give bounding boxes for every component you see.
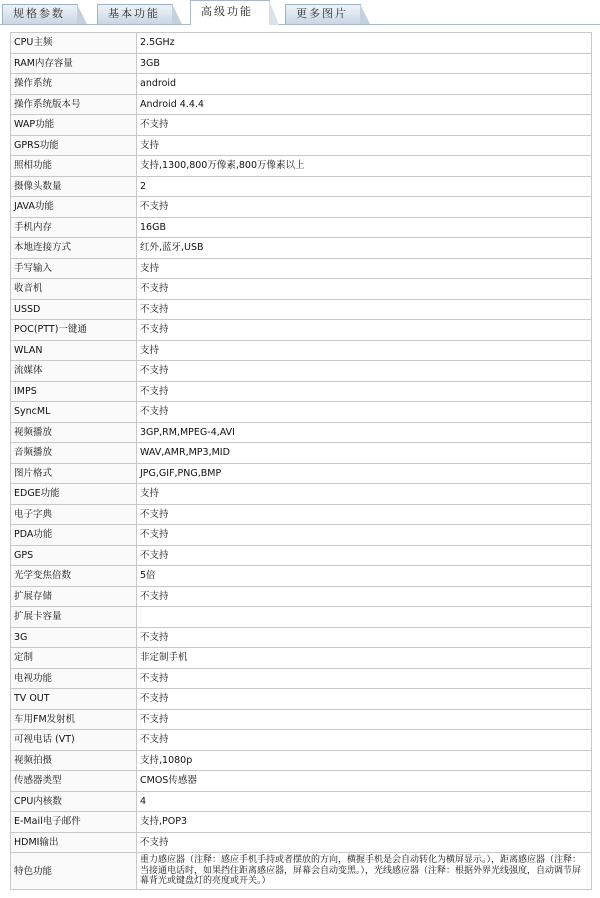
spec-value: 支持 xyxy=(137,135,592,156)
spec-label: 收音机 xyxy=(11,279,137,300)
spec-label: 扩展卡容量 xyxy=(11,607,137,628)
spec-value: 3GB xyxy=(137,53,592,74)
spec-value: 不支持 xyxy=(137,627,592,648)
tab-spec-params[interactable]: 规格参数 xyxy=(2,4,78,24)
spec-value: 不支持 xyxy=(137,586,592,607)
table-row xyxy=(11,463,592,484)
table-row xyxy=(11,115,592,136)
table-row xyxy=(11,730,592,751)
spec-value: 不支持 xyxy=(137,320,592,341)
spec-value: 不支持 xyxy=(137,115,592,136)
spec-label: CPU内核数 xyxy=(11,791,137,812)
spec-value: 2 xyxy=(137,176,592,197)
tab-bar xyxy=(0,0,600,25)
tab-advanced-functions[interactable]: 高级功能 xyxy=(190,0,270,25)
spec-value: 不支持 xyxy=(137,279,592,300)
spec-value: 重力感应器（注释：感应手机手持或者摆放的方向，横握手机是会自动转化为横屏显示。），距离感应器（注释：当接通电话时，如果挡住距离感应器，屏幕会自动变黑。），光线感应器（注释：根据外界光线强度，自动调节屏幕背光或键盘灯的亮度或开关。） xyxy=(137,853,592,890)
table-row xyxy=(11,586,592,607)
spec-value: 4 xyxy=(137,791,592,812)
spec-value: 不支持 xyxy=(137,668,592,689)
table-row xyxy=(11,238,592,259)
table-row xyxy=(11,484,592,505)
spec-value: CMOS传感器 xyxy=(137,771,592,792)
table-row xyxy=(11,381,592,402)
table-row xyxy=(11,33,592,54)
spec-value: 不支持 xyxy=(137,402,592,423)
table-row xyxy=(11,545,592,566)
table-row xyxy=(11,422,592,443)
table-row xyxy=(11,832,592,853)
table-row xyxy=(11,791,592,812)
spec-label: 视频拍摄 xyxy=(11,750,137,771)
spec-value: Android 4.4.4 xyxy=(137,94,592,115)
spec-label: 手写输入 xyxy=(11,258,137,279)
spec-table-body xyxy=(11,33,592,890)
table-row xyxy=(11,525,592,546)
spec-value: 支持 xyxy=(137,258,592,279)
spec-value: 红外,蓝牙,USB xyxy=(137,238,592,259)
spec-label: POC(PTT)一键通 xyxy=(11,320,137,341)
table-row xyxy=(11,668,592,689)
table-row xyxy=(11,648,592,669)
spec-value: 不支持 xyxy=(137,197,592,218)
spec-label: 音频播放 xyxy=(11,443,137,464)
table-row xyxy=(11,217,592,238)
spec-label: 操作系统版本号 xyxy=(11,94,137,115)
table-row xyxy=(11,627,592,648)
spec-value: 不支持 xyxy=(137,730,592,751)
spec-value: 支持,POP3 xyxy=(137,812,592,833)
spec-value: 支持 xyxy=(137,340,592,361)
spec-label: E-Mail电子邮件 xyxy=(11,812,137,833)
spec-label: EDGE功能 xyxy=(11,484,137,505)
spec-label: 本地连接方式 xyxy=(11,238,137,259)
table-row xyxy=(11,258,592,279)
spec-table xyxy=(10,32,592,890)
spec-label: 电子字典 xyxy=(11,504,137,525)
spec-value: JPG,GIF,PNG,BMP xyxy=(137,463,592,484)
spec-label: 操作系统 xyxy=(11,74,137,95)
table-row xyxy=(11,504,592,525)
table-row xyxy=(11,443,592,464)
spec-label: 可视电话 (VT) xyxy=(11,730,137,751)
table-row xyxy=(11,361,592,382)
spec-value: 不支持 xyxy=(137,689,592,710)
spec-label: WAP功能 xyxy=(11,115,137,136)
spec-label: 流媒体 xyxy=(11,361,137,382)
spec-label: WLAN xyxy=(11,340,137,361)
spec-label: 电视功能 xyxy=(11,668,137,689)
spec-label: 视频播放 xyxy=(11,422,137,443)
table-row xyxy=(11,197,592,218)
spec-value: 支持,1080p xyxy=(137,750,592,771)
table-row xyxy=(11,689,592,710)
spec-label: PDA功能 xyxy=(11,525,137,546)
table-row xyxy=(11,156,592,177)
spec-value: 支持,1300,800万像素,800万像素以上 xyxy=(137,156,592,177)
spec-value: 不支持 xyxy=(137,545,592,566)
table-row xyxy=(11,135,592,156)
spec-value: 非定制手机 xyxy=(137,648,592,669)
spec-value: 不支持 xyxy=(137,299,592,320)
spec-value: WAV,AMR,MP3,MID xyxy=(137,443,592,464)
spec-label: RAM内存容量 xyxy=(11,53,137,74)
table-row xyxy=(11,853,592,890)
spec-label: IMPS xyxy=(11,381,137,402)
tab-more-images[interactable]: 更多图片 xyxy=(285,4,361,24)
table-row xyxy=(11,750,592,771)
spec-label: 传感器类型 xyxy=(11,771,137,792)
table-row xyxy=(11,299,592,320)
spec-label: USSD xyxy=(11,299,137,320)
table-row xyxy=(11,566,592,587)
table-row xyxy=(11,53,592,74)
spec-value: 不支持 xyxy=(137,504,592,525)
table-row xyxy=(11,402,592,423)
spec-label: 手机内存 xyxy=(11,217,137,238)
spec-value: 不支持 xyxy=(137,709,592,730)
table-row xyxy=(11,176,592,197)
spec-label: TV OUT xyxy=(11,689,137,710)
spec-value: 不支持 xyxy=(137,381,592,402)
table-row xyxy=(11,709,592,730)
spec-label: 扩展存储 xyxy=(11,586,137,607)
spec-label: CPU主频 xyxy=(11,33,137,54)
table-row xyxy=(11,812,592,833)
spec-label: JAVA功能 xyxy=(11,197,137,218)
spec-value: android xyxy=(137,74,592,95)
spec-label: SyncML xyxy=(11,402,137,423)
spec-value: 16GB xyxy=(137,217,592,238)
table-row xyxy=(11,771,592,792)
spec-label: 3G xyxy=(11,627,137,648)
spec-label: GPRS功能 xyxy=(11,135,137,156)
spec-value: 支持 xyxy=(137,484,592,505)
spec-label: 车用FM发射机 xyxy=(11,709,137,730)
table-row xyxy=(11,279,592,300)
spec-value: 不支持 xyxy=(137,525,592,546)
tab-basic-functions[interactable]: 基本功能 xyxy=(97,4,173,24)
spec-label: 定制 xyxy=(11,648,137,669)
table-row xyxy=(11,320,592,341)
spec-label: 摄像头数量 xyxy=(11,176,137,197)
table-row xyxy=(11,340,592,361)
spec-label: HDMI输出 xyxy=(11,832,137,853)
spec-label: 照相功能 xyxy=(11,156,137,177)
spec-label: 特色功能 xyxy=(11,853,137,890)
spec-value: 不支持 xyxy=(137,361,592,382)
table-row xyxy=(11,74,592,95)
spec-value: 不支持 xyxy=(137,832,592,853)
spec-value: 2.5GHz xyxy=(137,33,592,54)
table-row xyxy=(11,94,592,115)
spec-label: 光学变焦倍数 xyxy=(11,566,137,587)
spec-value: 5倍 xyxy=(137,566,592,587)
spec-label: 图片格式 xyxy=(11,463,137,484)
table-row xyxy=(11,607,592,628)
spec-value: 3GP,RM,MPEG-4,AVI xyxy=(137,422,592,443)
spec-value xyxy=(137,607,592,628)
spec-label: GPS xyxy=(11,545,137,566)
